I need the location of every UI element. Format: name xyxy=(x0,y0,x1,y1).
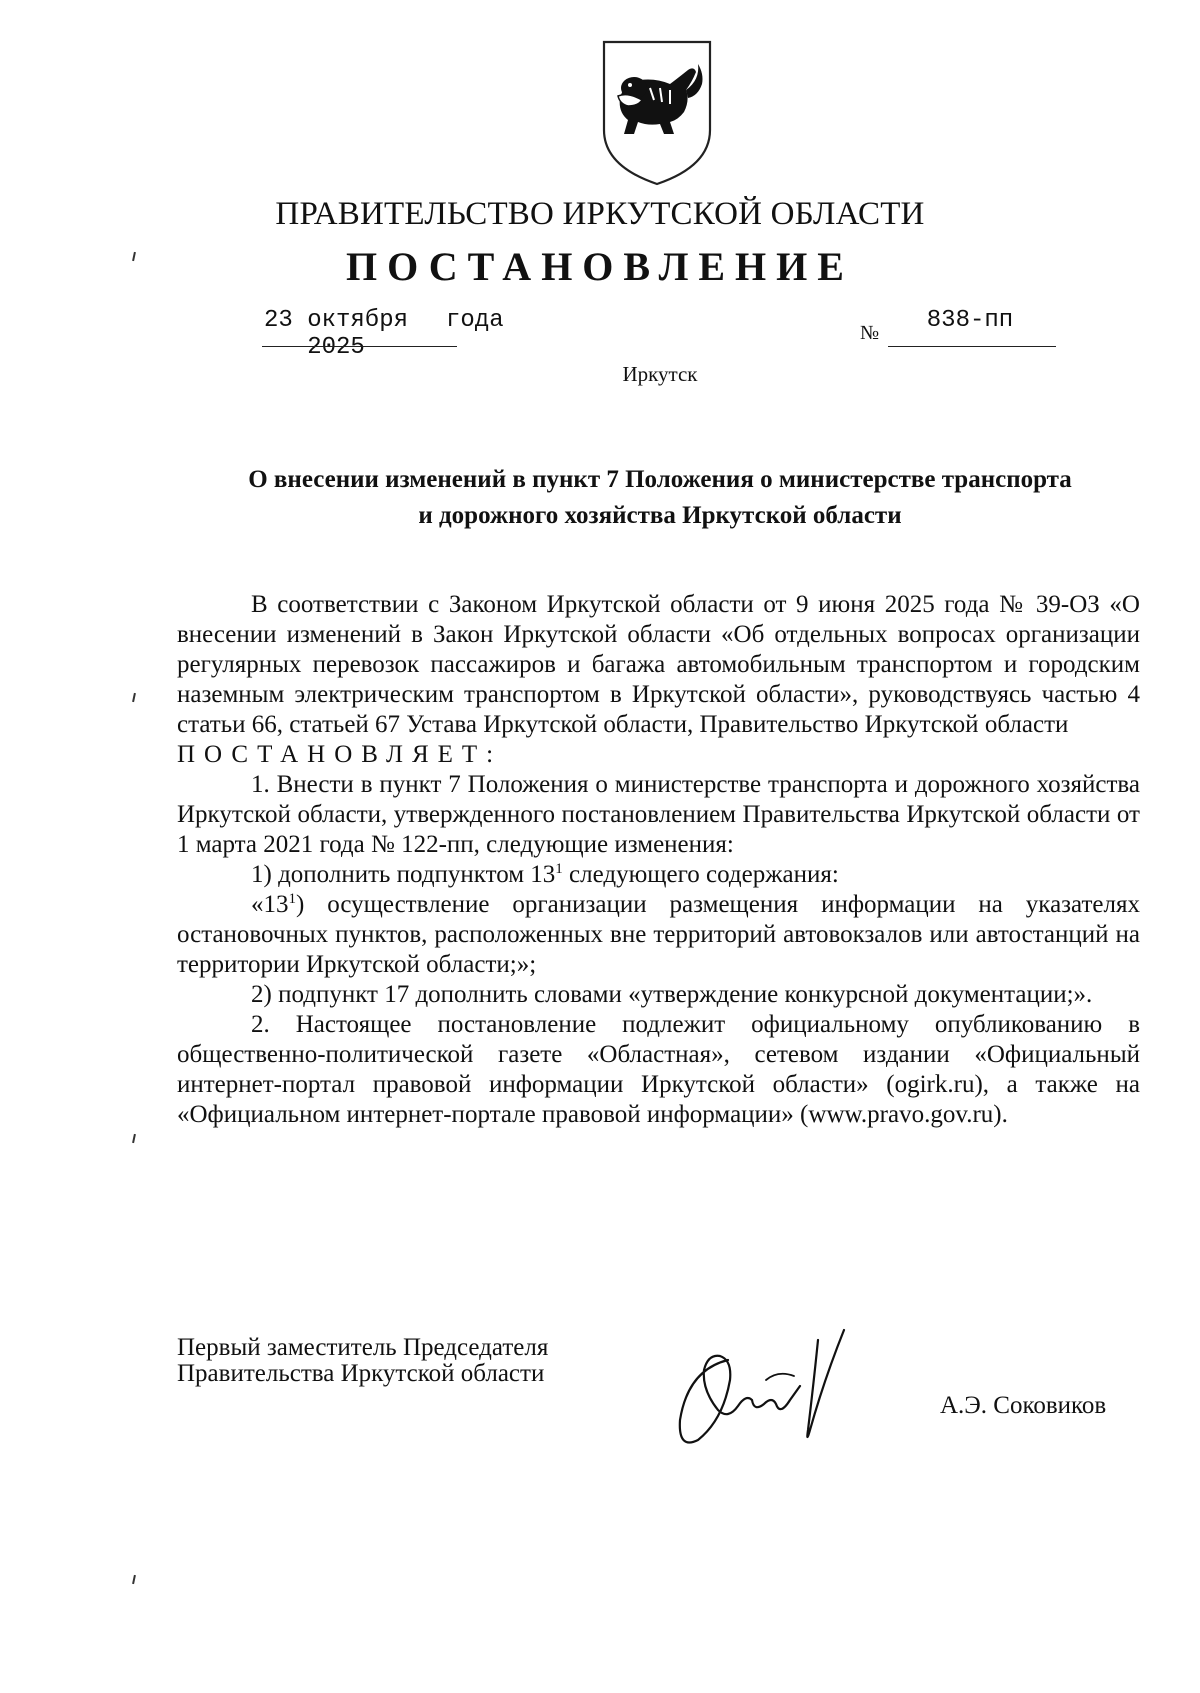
city: Иркутск xyxy=(622,362,698,386)
document-date: 23 октября 2025 xyxy=(263,307,409,361)
scan-mark xyxy=(132,1134,136,1143)
date-underline xyxy=(262,346,457,347)
organization-name: ПРАВИТЕЛЬСТВО ИРКУТСКОЙ ОБЛАСТИ xyxy=(275,196,925,232)
document-title xyxy=(160,462,1160,534)
scan-mark xyxy=(132,693,136,702)
document-type: ПОСТАНОВЛЕНИЕ xyxy=(346,244,854,289)
quoted-subitem-paragraph xyxy=(177,890,1140,980)
number-underline xyxy=(888,346,1056,347)
quote-superscript: 1 xyxy=(288,891,296,907)
item-2-paragraph: 2. Настоящее постановление подлежит официальному опубликованию в общественно-политической газете «Областная», сетевом издании «Официальный интернет-портал правовой информации Иркутской области» (ogirk.ru), а также на «Официальном интернет-портале правовой информации» (www.pravo.gov.ru). xyxy=(177,1011,1140,1128)
document-date-suffix: года xyxy=(446,307,504,334)
coat-of-arms-irkutsk-icon xyxy=(598,38,716,188)
preamble-paragraph: В соответствии с Законом Иркутской области от 9 июня 2025 года № 39-ОЗ «О внесении изменений в Закон Иркутской области «Об отдельных вопросах организации регулярных перевозок пассажиров и багажа автомобильным транспортом и городским наземным электрическим транспортом в Иркутской области», руководствуясь частью 4 статьи 66, статьей 67 Устава Иркутской области, Правительство Иркутской области xyxy=(177,591,1140,738)
document-number: 838-пп xyxy=(926,307,1014,334)
signer-position xyxy=(177,1335,637,1387)
scan-mark xyxy=(132,1575,136,1584)
item-1-1-text: 1) дополнить подпунктом 13 xyxy=(251,861,556,888)
item-1-1-paragraph xyxy=(177,860,1140,890)
quote-text: ) осуществление организации размещения информации на указателях остановочных пунктов, расположенных вне территорий автовокзалов или автостанций на территории Иркутской области;»; xyxy=(177,891,1140,978)
signer-position-line-2: Правительства Иркутской области xyxy=(177,1360,545,1387)
item-1-2-paragraph: 2) подпункт 17 дополнить словами «утверждение конкурсной документации;». xyxy=(251,981,1093,1008)
title-line-1: О внесении изменений в пункт 7 Положения о министерстве транспорта xyxy=(248,466,1072,493)
signer-position-line-1: Первый заместитель Председателя xyxy=(177,1334,549,1361)
quote-open: «13 xyxy=(251,891,289,918)
item-1-1-superscript: 1 xyxy=(555,861,563,877)
resolves-word: ПОСТАНОВЛЯЕТ: xyxy=(177,741,503,768)
item-1-1-text-end: следующего содержания: xyxy=(562,861,839,888)
number-sign: № xyxy=(860,322,880,344)
handwritten-signature-icon xyxy=(668,1320,898,1470)
item-1-paragraph: 1. Внести в пункт 7 Положения о министерстве транспорта и дорожного хозяйства Иркутской области, утвержденного постановлением Правительства Иркутской области от 1 марта 2021 года № 122-пп, следующие изменения: xyxy=(177,771,1140,858)
signer-name: А.Э. Соковиков xyxy=(940,1392,1107,1419)
title-line-2: и дорожного хозяйства Иркутской области xyxy=(418,502,902,529)
document-body xyxy=(177,590,1140,1130)
